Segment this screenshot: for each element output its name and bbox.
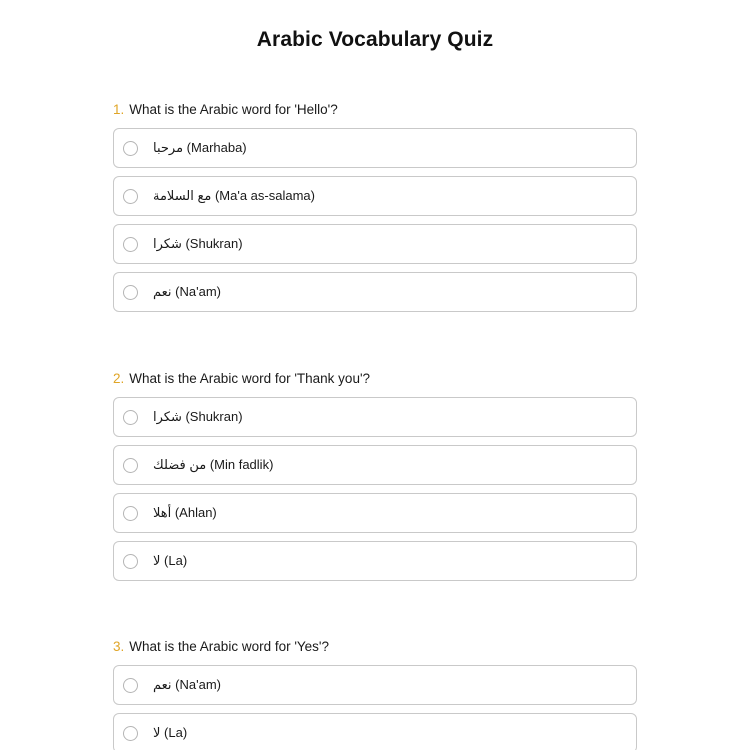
radio-button[interactable] xyxy=(123,554,138,569)
radio-button[interactable] xyxy=(123,506,138,521)
question-2 xyxy=(113,370,637,589)
question-number: 1. xyxy=(113,102,125,117)
answer-option[interactable] xyxy=(113,397,637,437)
question-header xyxy=(113,101,637,119)
radio-button[interactable] xyxy=(123,189,138,204)
question-number: 2. xyxy=(113,371,125,386)
option-label: مع السلامة (Ma'a as-salama) xyxy=(153,188,315,203)
question-text: What is the Arabic word for 'Thank you'? xyxy=(129,371,371,386)
radio-button[interactable] xyxy=(123,410,138,425)
radio-button[interactable] xyxy=(123,285,138,300)
radio-button[interactable] xyxy=(123,237,138,252)
radio-button[interactable] xyxy=(123,141,138,156)
answer-option[interactable] xyxy=(113,224,637,264)
answer-option[interactable] xyxy=(113,493,637,533)
option-label: نعم (Na'am) xyxy=(153,284,221,299)
question-1 xyxy=(113,101,637,320)
radio-button[interactable] xyxy=(123,678,138,693)
option-label: لا (La) xyxy=(153,725,188,740)
quiz-title: Arabic Vocabulary Quiz xyxy=(256,28,494,51)
radio-button[interactable] xyxy=(123,458,138,473)
answer-option[interactable] xyxy=(113,713,637,750)
question-header xyxy=(113,370,637,388)
option-label: لا (La) xyxy=(153,553,188,568)
option-label: من فضلك (Min fadlik) xyxy=(153,457,274,472)
option-label: أهلا (Ahlan) xyxy=(153,505,217,520)
answer-option[interactable] xyxy=(113,176,637,216)
radio-button[interactable] xyxy=(123,726,138,741)
answer-option[interactable] xyxy=(113,445,637,485)
answer-option[interactable] xyxy=(113,665,637,705)
question-text: What is the Arabic word for 'Yes'? xyxy=(129,639,330,654)
answer-option[interactable] xyxy=(113,272,637,312)
question-number: 3. xyxy=(113,639,125,654)
question-header xyxy=(113,638,637,656)
option-label: شكرا (Shukran) xyxy=(153,409,243,424)
question-text: What is the Arabic word for 'Hello'? xyxy=(129,102,338,117)
answer-option[interactable] xyxy=(113,541,637,581)
option-label: شكرا (Shukran) xyxy=(153,236,243,251)
option-label: نعم (Na'am) xyxy=(153,677,221,692)
question-3 xyxy=(113,638,637,750)
option-label: مرحبا (Marhaba) xyxy=(153,140,247,155)
answer-option[interactable] xyxy=(113,128,637,168)
